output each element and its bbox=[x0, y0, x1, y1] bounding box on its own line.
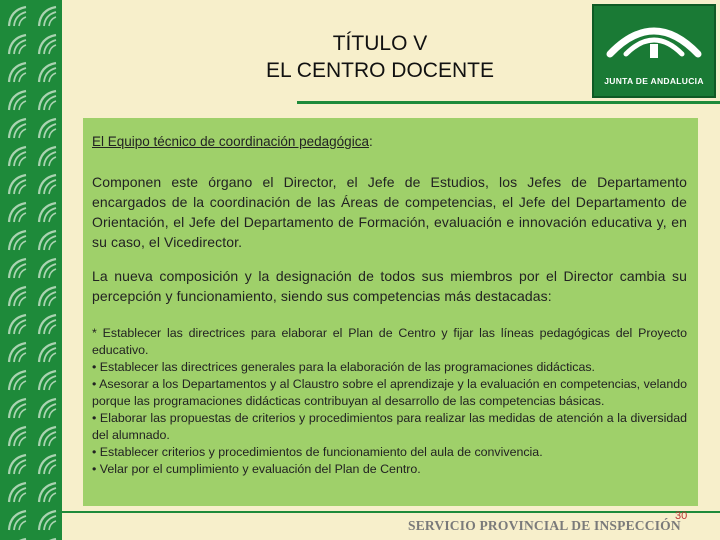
decorative-leaf-icon bbox=[36, 228, 60, 252]
decorative-leaf-icon bbox=[6, 144, 30, 168]
decorative-leaf-icon bbox=[36, 200, 60, 224]
decorative-leaf-icon bbox=[36, 452, 60, 476]
decorative-leaf-icon bbox=[36, 340, 60, 364]
decorative-leaf-icon bbox=[36, 116, 60, 140]
decorative-leaf-icon bbox=[6, 312, 30, 336]
list-item: • Elaborar las propuestas de criterios y procedimientos para realizar las medidas de atención a la diversidad del alumnado. bbox=[92, 411, 687, 442]
decorative-leaf-icon bbox=[36, 424, 60, 448]
list-item: * Establecer las directrices para elaborar el Plan de Centro y fijar las líneas pedagógicas del Proyecto educativo. bbox=[92, 326, 687, 357]
section-heading-text: El Equipo técnico de coordinación pedagógica bbox=[92, 134, 369, 149]
decorative-leaf-icon bbox=[36, 32, 60, 56]
decorative-leaf-icon bbox=[6, 508, 30, 532]
logo-text: JUNTA DE ANDALUCIA bbox=[604, 76, 704, 86]
decorative-leaf-icon bbox=[36, 536, 60, 540]
decorative-leaf-icon bbox=[36, 480, 60, 504]
decorative-leaf-icon bbox=[6, 424, 30, 448]
decorative-leaf-icon bbox=[36, 312, 60, 336]
list-item: • Asesorar a los Departamentos y al Claustro sobre el aprendizaje y la evaluación en competencias, velando porque las programaciones didácticas contribuyan al desarrollo de las competencias básicas. bbox=[92, 377, 687, 408]
footer-text: SERVICIO PROVINCIAL DE INSPECCIÓN bbox=[408, 518, 681, 533]
decorative-leaf-icon bbox=[6, 368, 30, 392]
decorative-leaf-icon bbox=[6, 536, 30, 540]
decorative-leaf-icon bbox=[36, 144, 60, 168]
decorative-leaf-icon bbox=[6, 256, 30, 280]
list-item: • Velar por el cumplimiento y evaluación del Plan de Centro. bbox=[92, 462, 421, 476]
decorative-leaf-icon bbox=[36, 4, 60, 28]
section-heading-colon: : bbox=[368, 134, 373, 149]
paragraph-competencies-intro: La nueva composición y la designación de todos sus miembros por el Director cambia su percepción y funcionamiento, siendo sus competencias más destacadas: bbox=[92, 268, 687, 304]
footer-divider bbox=[62, 511, 720, 513]
decorative-leaf-icon bbox=[6, 200, 30, 224]
junta-andalucia-logo-icon bbox=[602, 14, 706, 64]
decorative-leaf-icon bbox=[36, 396, 60, 420]
decorative-leaf-icon bbox=[6, 452, 30, 476]
logo bbox=[592, 4, 716, 98]
list-item: • Establecer las directrices generales para la elaboración de las programaciones didácticas. bbox=[92, 360, 595, 374]
decorative-leaf-icon bbox=[36, 256, 60, 280]
section-heading bbox=[92, 134, 687, 149]
decorative-leaf-icon bbox=[6, 396, 30, 420]
decorative-left-strip bbox=[0, 0, 62, 540]
decorative-leaf-icon bbox=[6, 88, 30, 112]
decorative-leaf-icon bbox=[6, 340, 30, 364]
decorative-leaf-icon bbox=[6, 228, 30, 252]
paragraph-composition: Componen este órgano el Director, el Jefe de Estudios, los Jefes de Departamento encargados de la coordinación de las Áreas de competencias, el Jefe del Departamento de Orientación, el Jefe del Departamento de Formación, evaluación e innovación educativa y, en su caso, el Vicedirector. bbox=[92, 174, 687, 250]
decorative-leaf-icon bbox=[36, 172, 60, 196]
list-item: • Establecer criterios y procedimientos de funcionamiento del aula de convivencia. bbox=[92, 445, 543, 459]
page-title bbox=[200, 30, 560, 84]
decorative-leaf-icon bbox=[6, 284, 30, 308]
decorative-leaf-icon bbox=[36, 368, 60, 392]
decorative-leaf-icon bbox=[36, 508, 60, 532]
decorative-leaf-icon bbox=[36, 60, 60, 84]
title-divider bbox=[297, 101, 720, 104]
competencies-list bbox=[92, 325, 687, 478]
page-number: 30 bbox=[675, 510, 688, 522]
title-line-2: EL CENTRO DOCENTE bbox=[266, 59, 494, 82]
decorative-leaf-icon bbox=[6, 60, 30, 84]
decorative-leaf-icon bbox=[6, 32, 30, 56]
decorative-leaf-icon bbox=[6, 116, 30, 140]
decorative-leaf-icon bbox=[36, 88, 60, 112]
decorative-leaf-icon bbox=[36, 284, 60, 308]
decorative-leaf-icon bbox=[6, 480, 30, 504]
decorative-leaf-icon bbox=[6, 4, 30, 28]
title-line-1: TÍTULO V bbox=[332, 32, 428, 55]
decorative-leaf-icon bbox=[6, 172, 30, 196]
